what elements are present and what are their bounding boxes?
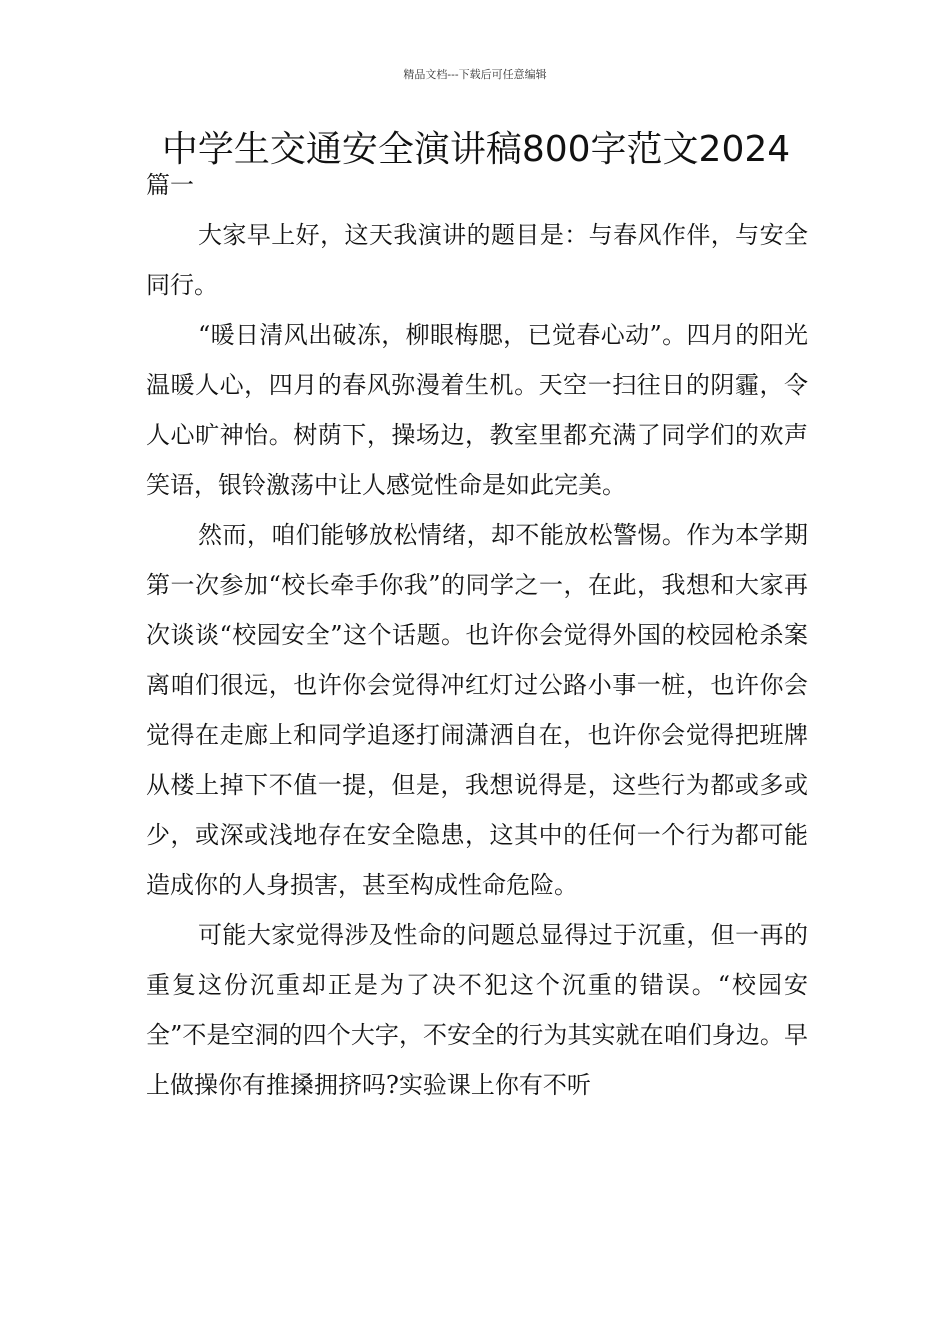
document-title: 中学生交通安全演讲稿800字范文2024 [161, 129, 791, 170]
paragraph: 然而，咱们能够放松情绪，却不能放松警惕。作为本学期第一次参加“校长牵手你我”的同学之一，在此，我想和大家再次谈谈“校园安全”这个话题。也许你会觉得外国的校园枪杀案离咱们很远，也许你会觉得冲红灯过公路小事一桩，也许你会觉得在走廊上和同学追逐打闹潇洒自在，也许你会觉得把班牌从楼上掉下不值一提，但是，我想说得是，这些行为都或多或少，或深或浅地存在安全隐患，这其中的任何一个行为都可能造成你的人身损害，甚至构成性命危险。 [146, 521, 808, 899]
section-label: 篇一 [146, 171, 194, 199]
document-body [146, 160, 808, 1110]
paragraph: 大家早上好，这天我演讲的题目是：与春风作伴，与安全同行。 [146, 221, 808, 299]
paragraph: 可能大家觉得涉及性命的问题总显得过于沉重，但一再的重复这份沉重却正是为了决不犯这个沉重的错误。“校园安全”不是空洞的四个大字，不安全的行为其实就在咱们身边。早上做操你有推搡拥挤吗?实验课上你有不听 [146, 921, 808, 1099]
header-note: 精品文档---下载后可任意编辑 [403, 68, 547, 81]
paragraph: “暖日清风出破冻，柳眼梅腮，已觉春心动”。四月的阳光温暖人心，四月的春风弥漫着生机。天空一扫往日的阴霾，令人心旷神怡。树荫下，操场边，教室里都充满了同学们的欢声笑语，银铃激荡中让人感觉性命是如此完美。 [146, 321, 808, 499]
